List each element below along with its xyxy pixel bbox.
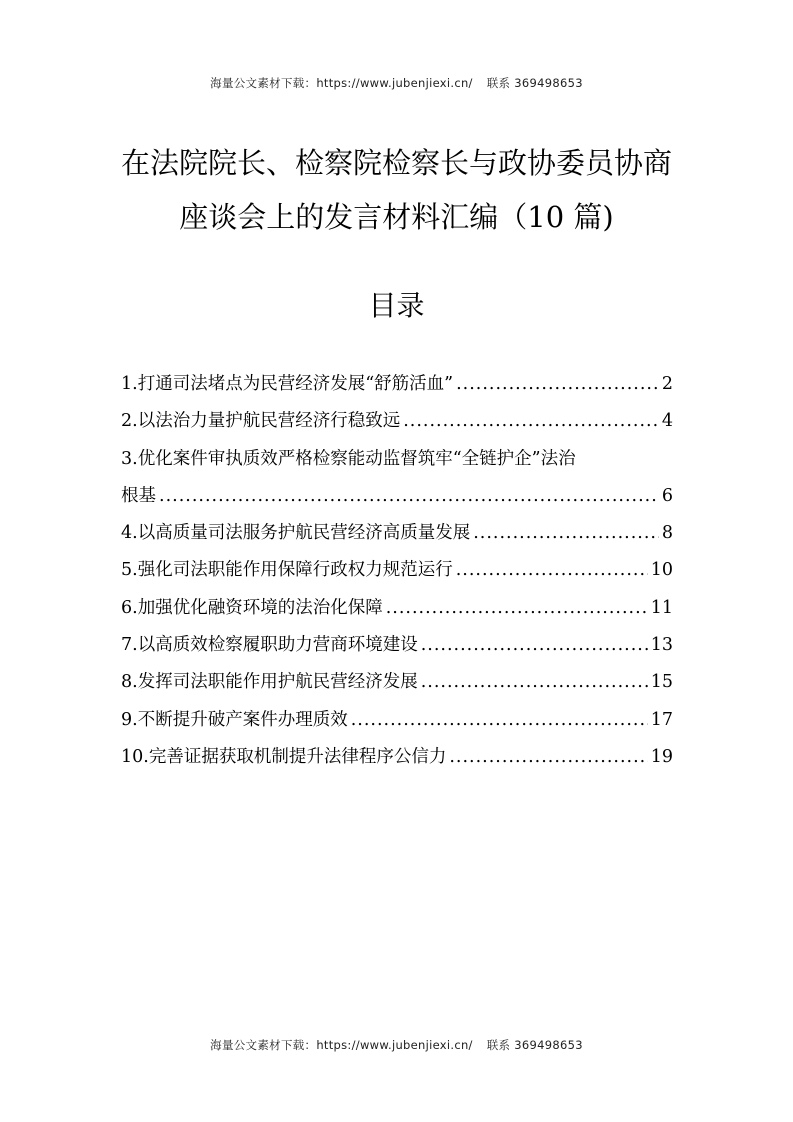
- toc-page-number: 17: [650, 709, 673, 730]
- toc-item-4[interactable]: [121, 515, 673, 552]
- toc-item-title: 7.以高质效检察履职助力营商环境建设: [121, 635, 418, 656]
- toc-page-number: 6: [661, 485, 673, 506]
- toc-item-title: 6.加强优化融资环境的法治化保障: [121, 597, 383, 618]
- dot-leader: [386, 590, 648, 627]
- dot-leader: [456, 366, 659, 403]
- footer-download-text: 海量公文素材下载：https://www.jubenjiexi.cn/: [210, 1038, 473, 1052]
- toc-item-title-line-1: 3.优化案件审执质效严格检察能动监督筑牢“全链护企”法治: [121, 448, 576, 469]
- dot-leader: [159, 478, 659, 515]
- toc-item-title: 2.以法治力量护航民营经济行稳致远: [121, 411, 401, 432]
- dot-leader: [351, 702, 648, 739]
- document-title-line-2: 座谈会上的发言材料汇编（10 篇): [179, 200, 614, 234]
- toc-item-8[interactable]: [121, 664, 673, 701]
- toc-page-number: 11: [650, 597, 673, 618]
- toc-page-number: 10: [650, 560, 673, 581]
- toc-page-number: 15: [650, 672, 673, 693]
- page-footer: [0, 1037, 793, 1053]
- toc-page-number: 19: [650, 746, 673, 767]
- toc-item-title: 10.完善证据获取机制提升法律程序公信力: [121, 746, 447, 767]
- toc-item-3[interactable]: [121, 441, 673, 516]
- footer-contact-text: 联系 369498653: [486, 1038, 583, 1052]
- page-header: [0, 75, 793, 91]
- toc-item-2[interactable]: [121, 403, 673, 440]
- toc-item-1[interactable]: [121, 366, 673, 403]
- toc-item-6[interactable]: [121, 590, 673, 627]
- dot-leader: [473, 515, 659, 552]
- toc-item-title: 8.发挥司法职能作用护航民营经济发展: [121, 672, 418, 693]
- dot-leader: [456, 552, 648, 589]
- toc-page-number: 4: [661, 411, 673, 432]
- dot-leader: [449, 739, 647, 776]
- toc-page-number: 2: [661, 374, 673, 394]
- toc-page-number: 8: [661, 523, 673, 544]
- toc-item-title: 5.强化司法职能作用保障行政权力规范运行: [121, 560, 453, 581]
- dot-leader: [421, 664, 648, 701]
- toc-item-title: 根基: [121, 485, 156, 506]
- dot-leader: [421, 627, 648, 664]
- toc-page-number: 13: [650, 635, 673, 656]
- dot-leader: [403, 403, 659, 440]
- toc-item-7[interactable]: [121, 627, 673, 664]
- header-download-text: 海量公文素材下载：https://www.jubenjiexi.cn/: [210, 76, 473, 90]
- document-title-line-1: 在法院院长、检察院检察长与政协委员协商: [120, 146, 672, 180]
- toc-heading: 目录: [368, 289, 425, 322]
- header-contact-text: 联系 369498653: [486, 76, 583, 90]
- toc-item-9[interactable]: [121, 702, 673, 739]
- toc-item-title: 9.不断提升破产案件办理质效: [121, 709, 348, 730]
- toc-item-10[interactable]: [121, 739, 673, 776]
- toc-item-title: 1.打通司法堵点为民营经济发展“舒筋活血”: [121, 374, 454, 394]
- toc-item-5[interactable]: [121, 552, 673, 589]
- toc-item-title: 4.以高质量司法服务护航民营经济高质量发展: [121, 523, 471, 544]
- table-of-contents: [121, 366, 673, 776]
